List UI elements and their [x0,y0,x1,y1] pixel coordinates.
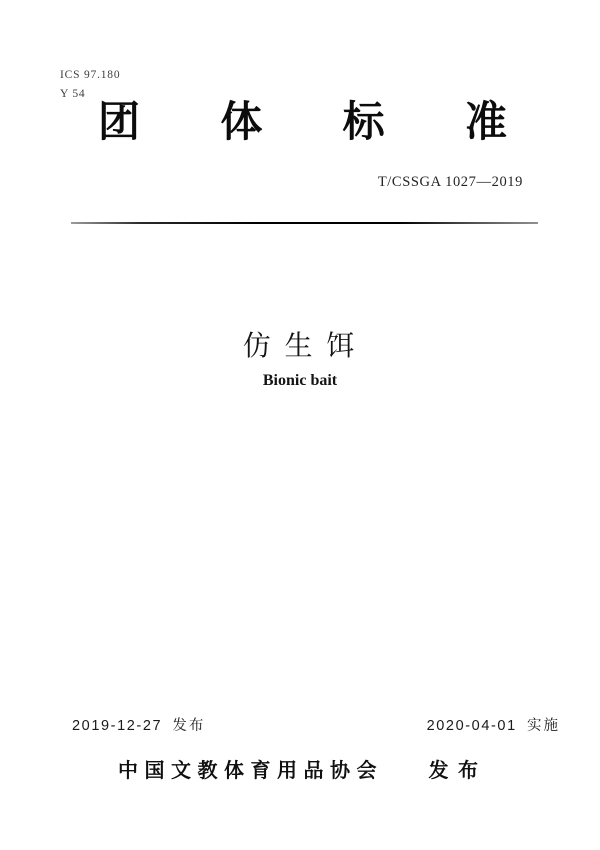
issue-date: 2019-12-27 [72,718,163,734]
implement-date-item [427,714,560,735]
publisher-row [118,754,480,783]
publish-label: 发 布 [428,760,480,782]
standard-type-char: 体 [220,98,263,145]
classification-code: Y 54 [60,88,86,100]
document-title-en: Bionic bait [262,372,338,389]
implement-date: 2020-04-01 [426,718,517,734]
standard-type-char: 准 [464,98,507,145]
standard-type-char: 标 [342,98,385,145]
issue-date-item [72,714,205,735]
header-rule-line [71,222,538,224]
implement-date-label: 实施 [527,718,560,734]
document-title-cn: 仿 生 饵 [242,330,358,361]
publisher-name: 中国文教体育用品协会 [118,760,383,782]
standard-type-char: 团 [98,98,141,145]
standard-number: T/CSSGA 1027—2019 [377,174,523,190]
dates-row [72,714,560,735]
issue-date-label: 发布 [172,718,206,734]
standard-type-title [98,98,507,145]
ics-code: ICS 97.180 [60,69,121,81]
